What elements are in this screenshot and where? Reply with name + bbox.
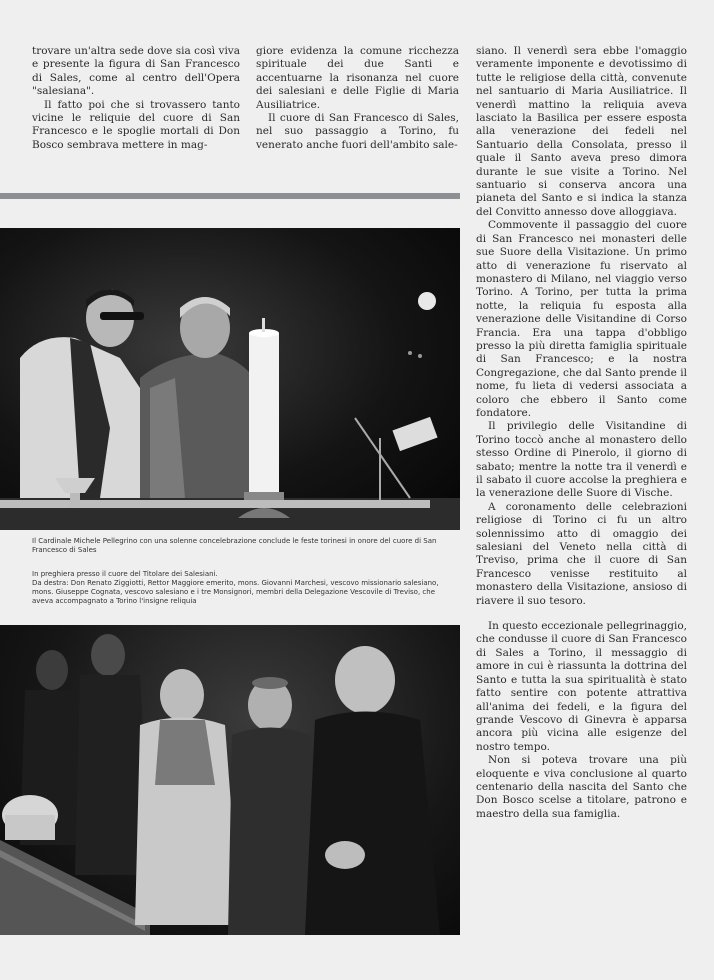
paragraph: Il cuore di San Francesco di Sales, nel suo passaggio a Torino, fu venerato anche fuori dell'ambito sale- [256, 112, 459, 151]
photo-caption-2 [32, 570, 452, 606]
paragraph: In questo eccezionale pellegrinaggio, che condusse il cuore di San Francesco di Sales a Torino, il messaggio di amore in cui è riassunta la dottrina del Santo e tutta la sua spiritualità è stato fatto sentire con potente attrattiva all'anima dei fedeli, e la figura del grande Vescovo di Ginevra è apparsa ancora più vicina alle esigenze del nostro tempo. [476, 620, 687, 753]
photo-concelebration [0, 228, 460, 530]
paragraph: trovare un'altra sede dove sia così viva e presente la figura di San Francesco di Sales, come al centro dell'Opera "salesiana". [32, 45, 240, 98]
paragraph: Il privilegio delle Visitandine di Torino toccò anche al monastero dello stesso Ordine di Pinerolo, il giorno di sabato; mentre la notte tra il venerdì e il sabato il cuore accolse la preghiera e la venerazione delle Suore di Vische. [476, 420, 687, 500]
text-column-2 [256, 45, 459, 152]
text-column-1 [32, 45, 240, 152]
section-rule [0, 193, 460, 199]
paragraph: Il fatto poi che si trovassero tanto vicine le reliquie del cuore di San Francesco e le spoglie mortali di Don Bosco sembrava mettere in mag- [32, 98, 240, 151]
paragraph: Commovente il passaggio del cuore di San Francesco nei monasteri delle sue Suore della Visitazione. Un primo atto di venerazione fu riservato al monastero di Milano, nel viaggio verso Torino. A Torino, per tutta la prima notte, la reliquia fu esposta alla venerazione delle Visitandine di Corso Francia. Era una tappa d'obbligo presso la più diretta famiglia spirituale di San Francesco; e la nostra Congregazione, che dal Santo prende il nome, fu lieta di vedersi associata a coloro che ebbero il Santo come fondatore. [476, 219, 687, 419]
caption-line: In preghiera presso il cuore del Titolare dei Salesiani. [32, 570, 218, 578]
photo-caption-1: Il Cardinale Michele Pellegrino con una solenne concelebrazione conclude le feste torinesi in onore del cuore di San Francesco di Sales [32, 537, 437, 554]
photo-prayer [0, 625, 460, 935]
paragraph: giore evidenza la comune ricchezza spirituale dei due Santi e accentuarne la risonanza nel cuore dei salesiani e delle Figlie di Maria Ausiliatrice. [256, 45, 459, 111]
caption-line: Da destra: Don Renato Ziggiotti, Rettor Maggiore emerito, mons. Giovanni Marchesi, vescovo missionario salesiano, mons. Giuseppe Cognata, vescovo salesiano e i tre Monsignori, membri della Delegazione Vescovile di Treviso, che aveva accompagnato a Torino l'insigne reliquia [32, 579, 439, 605]
paragraph: A coronamento delle celebrazioni religiose di Torino ci fu un altro solennissimo atto di omaggio dei salesiani del Veneto nella città di Treviso, prima che il cuore di San Francesco venisse restituito al monastero della Visitazione, ansioso di riavere il suo tesoro. [476, 500, 687, 607]
text-column-3 [476, 45, 687, 821]
paragraph: Non si poteva trovare una più eloquente e viva conclusione al quarto centenario della nascita del Santo che Don Bosco scelse a titolare, patrono e maestro della sua famiglia. [476, 754, 687, 820]
paragraph: siano. Il venerdì sera ebbe l'omaggio veramente imponente e devotissimo di tutte le religiose della città, convenute nel santuario di Maria Ausiliatrice. Il venerdì mattino la reliquia aveva lasciato la Basilica per essere esposta alla venerazione dei fedeli nel Santuario della Consolata, presso il quale il Santo aveva preso dimora durante le sue visite a Torino. Nel santuario si conserva ancora una pianeta del Santo e si indica la stanza del Convitto annesso dove alloggiava. [476, 45, 687, 218]
